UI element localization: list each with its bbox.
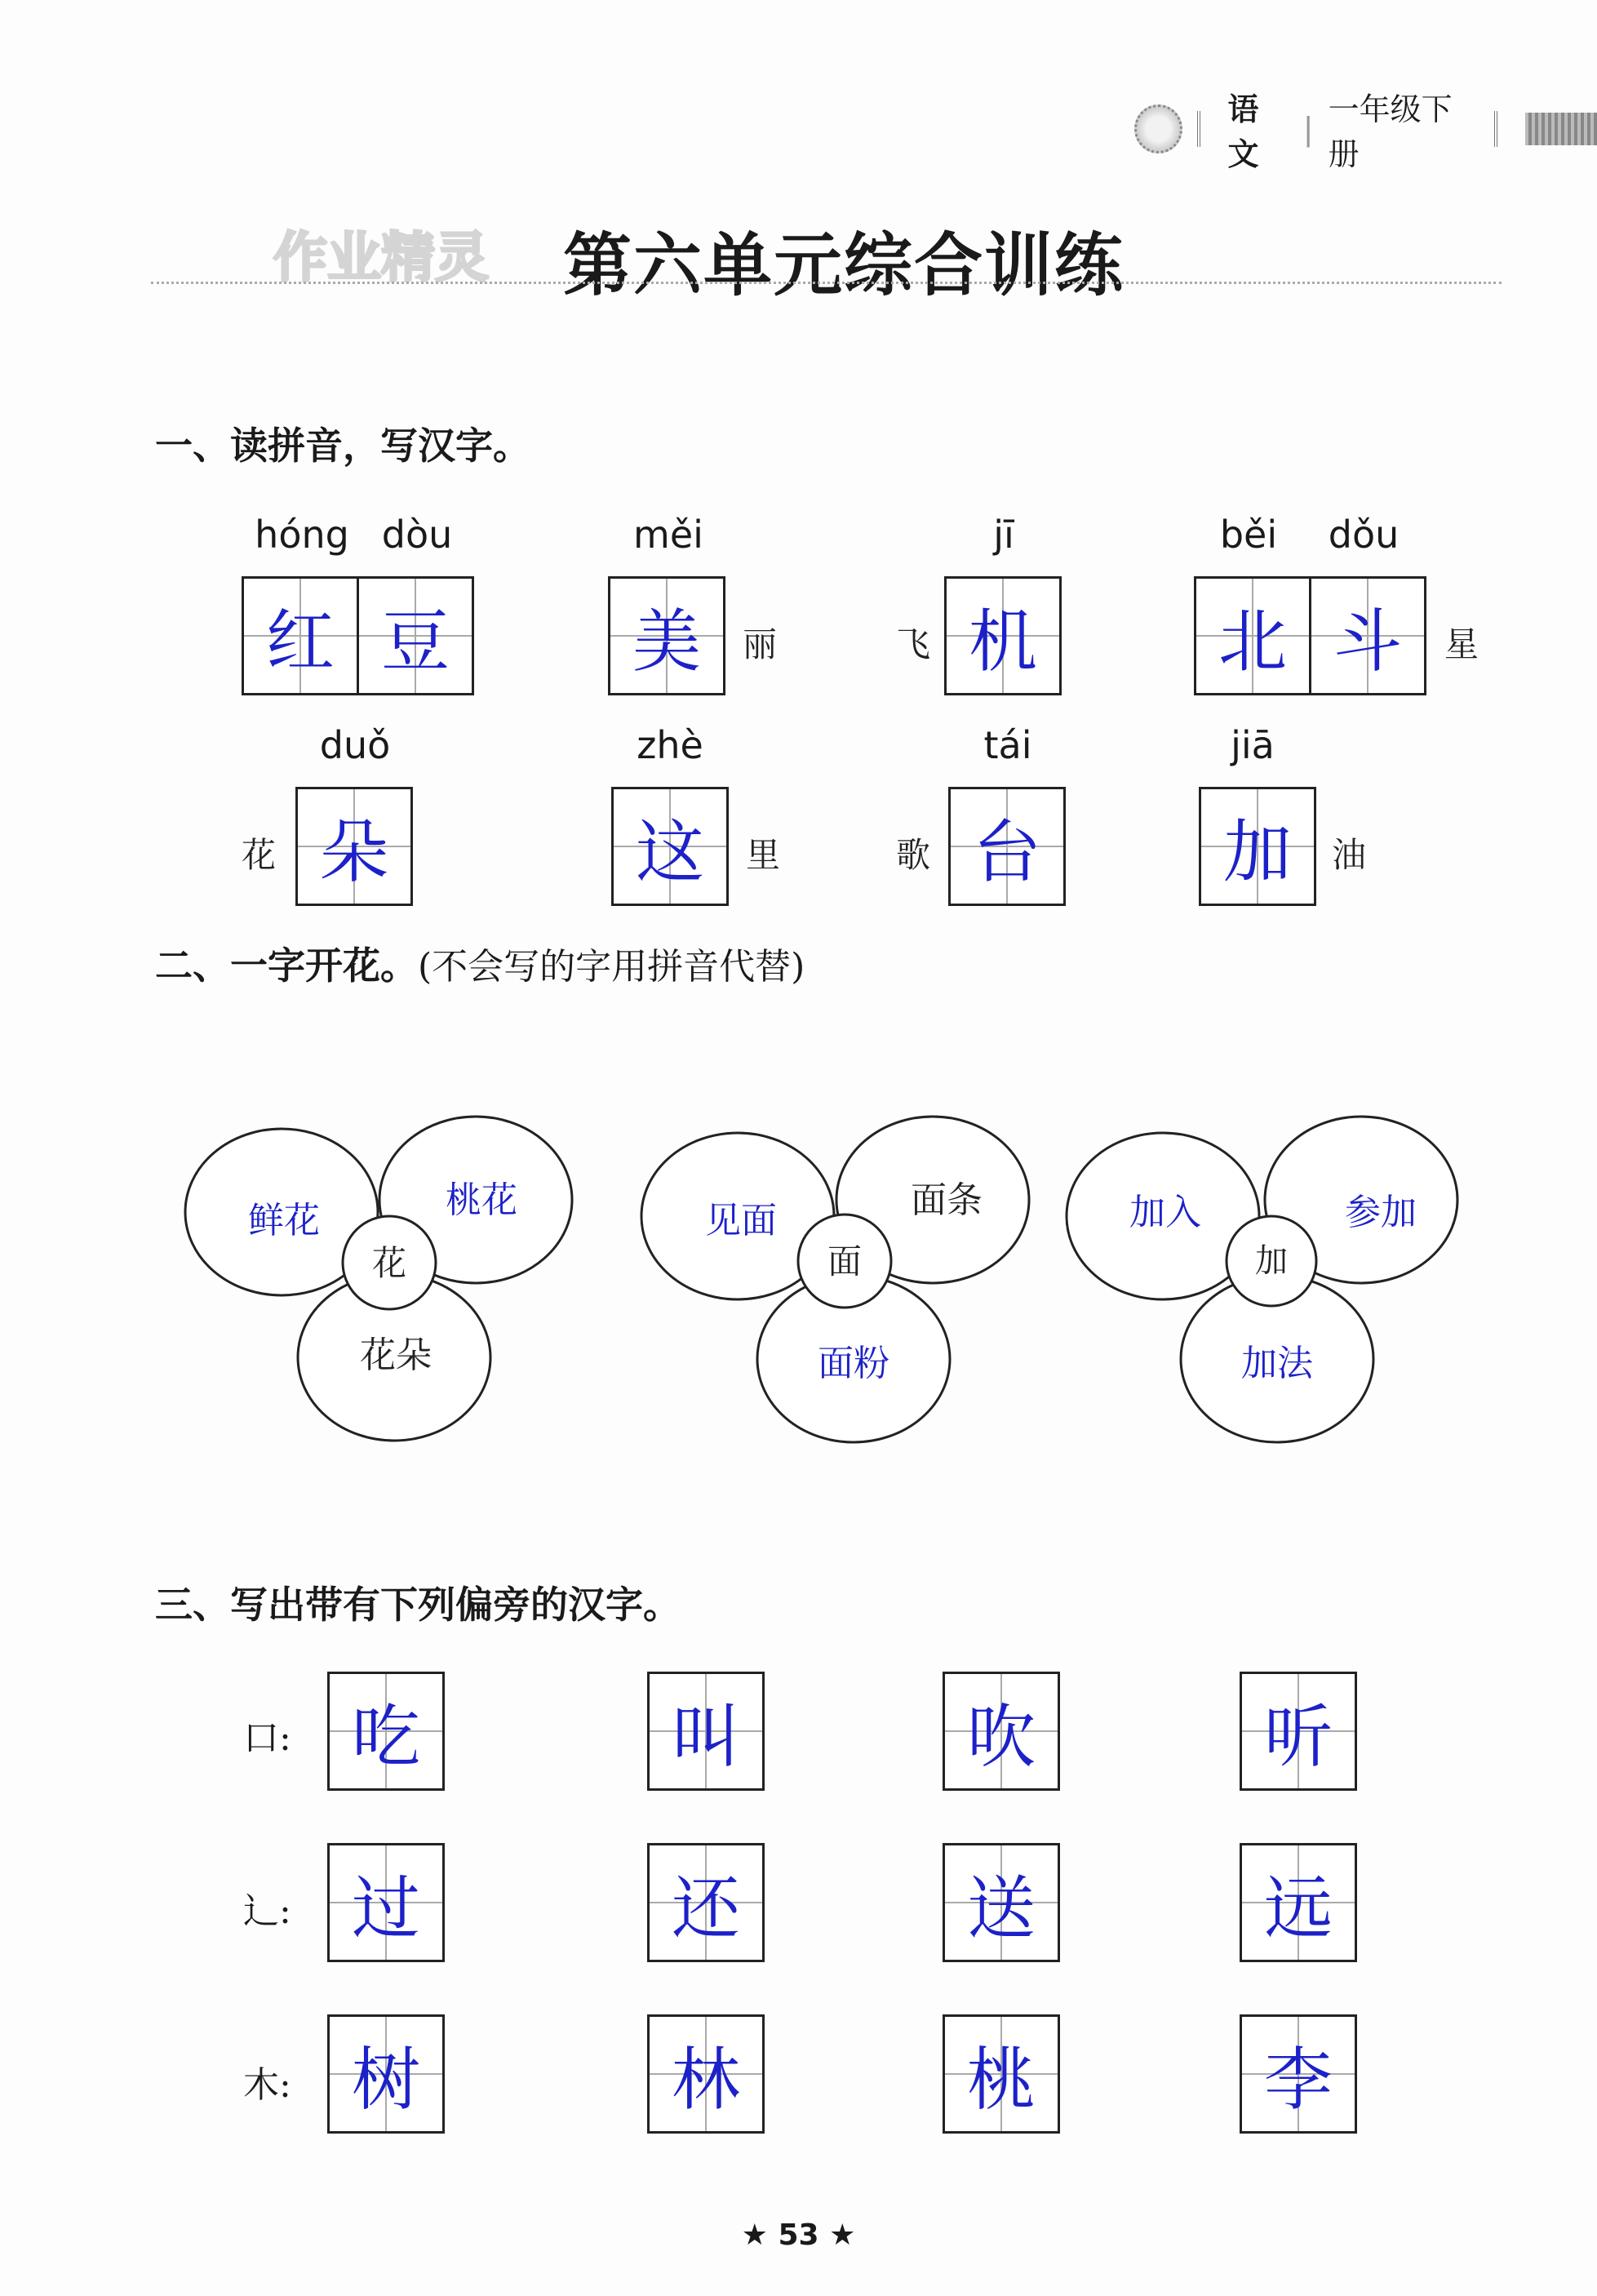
writing-grid[interactable] [327,2014,445,2134]
flower-word: 桃花 [446,1179,517,1221]
context-char: 星 [1444,624,1479,664]
flower-word: 参加 [1345,1192,1417,1233]
answer-char: 李 [1242,2017,1355,2131]
answer-char: 树 [330,2017,442,2131]
divider [1494,111,1510,147]
section2-heading [155,936,805,990]
divider: | [1302,111,1314,147]
writing-grid[interactable] [611,787,729,906]
writing-grid[interactable] [944,576,1062,695]
answer-char: 过 [330,1845,442,1960]
flower-center: 加 [1255,1242,1288,1280]
flower-word: 加入 [1129,1192,1201,1233]
answer-char: 北 [1196,579,1309,693]
writing-grid[interactable] [1240,1843,1357,1962]
sun-logo-icon [1134,104,1182,153]
radical-label: 口: [243,1717,291,1759]
writing-grid[interactable] [1194,576,1426,695]
flower-center: 花 [371,1243,407,1283]
page-title: 第六单元综合训练 [563,224,1125,305]
writing-grid[interactable] [943,1843,1060,1962]
word-flowers [180,1086,1485,1453]
writing-grid[interactable] [943,1672,1060,1791]
writing-grid[interactable] [1199,787,1316,906]
answer-char: 林 [650,2017,762,2131]
section3-heading: 三、写出带有下列偏旁的汉字。 [155,1583,681,1627]
pinyin: jī [993,513,1014,557]
answer-char: 远 [1242,1845,1355,1960]
pinyin: duǒ [319,723,391,767]
page-header [1134,91,1597,172]
answer-char: 斗 [1309,579,1424,693]
answer-char: 美 [610,579,723,693]
flower-word: 加法 [1241,1343,1313,1384]
writing-grid[interactable] [647,2014,765,2134]
answer-char: 听 [1242,1674,1355,1788]
context-char: 飞 [896,624,931,664]
pinyin: zhè [637,723,703,767]
section1-heading: 一、读拼音，写汉字。 [155,424,530,468]
pinyin: hóng [255,513,349,557]
answer-char: 机 [947,579,1059,693]
writing-grid[interactable] [242,576,474,695]
flower-word: 鲜花 [248,1200,320,1241]
context-char: 花 [242,835,277,875]
answer-char: 还 [650,1845,762,1960]
answer-char: 桃 [945,2017,1058,2131]
answer-char: 红 [244,579,357,693]
context-char: 丽 [743,624,778,664]
radical-label: 木: [243,2064,291,2106]
answer-char: 加 [1201,789,1314,904]
pinyin: měi [633,513,703,557]
writing-grid[interactable] [943,2014,1060,2134]
flower-word: 面条 [911,1179,983,1221]
writing-grid[interactable] [295,787,413,906]
writing-grid[interactable] [1240,1672,1357,1791]
flower-word: 面粉 [818,1343,889,1384]
writing-grid[interactable] [647,1843,765,1962]
writing-grid[interactable] [327,1843,445,1962]
writing-grid[interactable] [647,1672,765,1791]
header-decoration [1525,113,1597,145]
flower-center: 面 [827,1241,863,1281]
divider [1197,111,1213,147]
section2-note: (不会写的字用拼音代替) [418,946,805,988]
context-char: 里 [746,835,781,875]
writing-grid[interactable] [327,1672,445,1791]
section2-heading-text: 二、一字开花。 [155,944,418,988]
writing-grid[interactable] [948,787,1066,906]
answer-char: 吹 [945,1674,1058,1788]
context-char: 歌 [896,835,931,875]
writing-grid[interactable] [608,576,725,695]
watermark: 作业精灵 [273,226,489,289]
pinyin: běi [1219,513,1278,557]
radical-label: 辶: [243,1890,291,1932]
pinyin: tái [983,723,1032,767]
answer-char: 送 [945,1845,1058,1960]
answer-char: 台 [951,789,1063,904]
grade-label: 一年级下册 [1328,91,1453,172]
pinyin: jiā [1231,723,1275,767]
answer-char: 朵 [298,789,410,904]
context-char: 油 [1332,835,1367,875]
title-rule [151,282,1502,284]
flower-word: 花朵 [360,1335,432,1376]
answer-char: 叫 [650,1674,762,1788]
answer-char: 这 [614,789,726,904]
pinyin: dǒu [1328,513,1400,557]
flower-word: 见面 [705,1200,777,1241]
page-number: ★ 53 ★ [741,2218,856,2252]
answer-char: 吃 [330,1674,442,1788]
subject-label: 语文 [1227,91,1259,172]
writing-grid[interactable] [1240,2014,1357,2134]
answer-char: 豆 [357,579,472,693]
pinyin: dòu [381,513,453,557]
